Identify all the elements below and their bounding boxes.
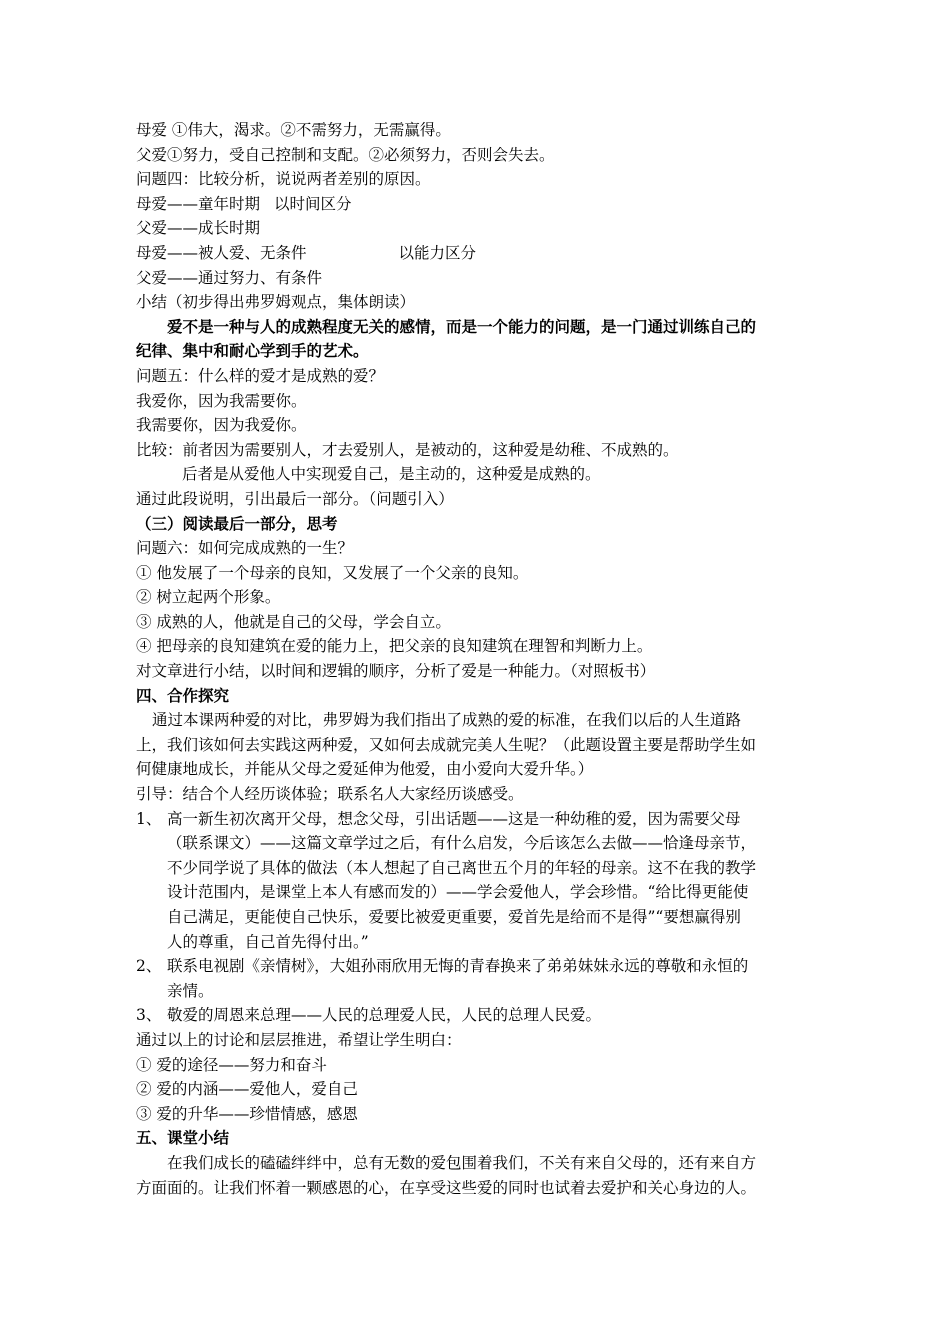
text-line: 母爱 ①伟大，渴求。②不需努力，无需赢得。 [136,121,451,139]
text-line: 上，我们该如何去实践这两种爱，又如何去成就完美人生呢？（此题设置主要是帮助学生如 [136,735,757,754]
list-item: ① 他发展了一个母亲的良知，又发展了一个父亲的良知。 [136,563,529,582]
text-line: 人的尊重，自己首先得付出。” [167,932,369,951]
section-heading: （三）阅读最后一部分，思考 [136,513,338,533]
text-line: （联系课文）——这篇文章学过之后，有什么启发，今后该怎么去做——恰逢母亲节， [167,834,757,853]
text-line: 对文章进行小结，以时间和逻辑的顺序，分析了爱是一种能力。（对照板书） [136,662,656,681]
text-line: 自己满足，更能使自己快乐，爱要比被爱更重要，爱首先是给而不是得”“要想赢得别 [167,908,741,926]
text-line-part: 母爱——童年时期 [136,194,261,213]
list-text: 敬爱的周恩来总理——人民的总理爱人民，人民的总理人民爱。 [167,1006,602,1025]
list-item [136,807,816,832]
text-line-part: 以能力区分 [398,243,477,262]
list-item [136,1003,816,1028]
text-line: 问题五：什么样的爱才是成熟的爱？ [136,366,385,385]
text-line [136,192,816,217]
text-line: 通过以上的讨论和层层推进，希望让学生明白： [136,1030,462,1049]
list-text: 高一新生初次离开父母，想念父母，引出话题——这是一种幼稚的爱，因为需要父母 [167,809,741,828]
text-line: 小结（初步得出弗罗姆观点，集体朗读） [136,293,416,312]
text-line: 父爱①努力，受自己控制和支配。②必须努力，否则会失去。 [136,145,555,164]
text-line-part: 母爱——被人爱、无条件 [136,243,307,262]
text-line-part: 以时间区分 [274,194,352,213]
text-line: 问题四：比较分析，说说两者差别的原因。 [136,170,431,189]
key-quote-line: 爱不是一种与人的成熟程度无关的感情，而是一个能力的问题，是一门通过训练自己的 [167,316,757,336]
text-line: 后者是从爱他人中实现爱自己，是主动的，这种爱是成熟的。 [182,465,601,484]
list-number: 1、 [136,809,162,828]
text-line: 方面面的。让我们怀着一颗感恩的心，在享受这些爱的同时也试着去爱护和关心身边的人。 [136,1178,757,1197]
text-line: 我爱你，因为我需要你。 [136,391,307,410]
text-line: 不少同学说了具体的做法（本人想起了自己离世五个月的年轻的母亲。这不在我的教学 [167,858,757,877]
document-page [136,118,816,1200]
list-number: 3、 [136,1006,162,1025]
text-line: 我需要你，因为我爱你。 [136,416,307,435]
text-line: 亲情。 [167,981,214,1000]
text-line: 引导：结合个人经历谈体验；联系名人大家经历谈感受。 [136,785,524,804]
text-line: 何健康地成长，并能从父母之爱延伸为他爱，由小爱向大爱升华。） [136,760,594,779]
text-line: 设计范围内，是课堂上本人有感而发的）——学会爱他人，学会珍惜。“给比得更能使 [167,883,749,902]
list-item: ③ 成熟的人，他就是自己的父母，学会自立。 [136,612,451,631]
list-text: 联系电视剧《亲情树》，大姐孙雨欣用无悔的青春换来了弟弟妹妹永远的尊敬和永恒的 [167,957,749,976]
list-item: ② 树立起两个形象。 [136,588,281,607]
list-item: ④ 把母亲的良知建筑在爱的能力上，把父亲的良知建筑在理智和判断力上。 [136,637,653,656]
text-line: 在我们成长的磕磕绊绊中，总有无数的爱包围着我们，不关有来自父母的，还有来自方 [167,1153,757,1172]
list-item: ① 爱的途径——努力和奋斗 [136,1055,327,1074]
list-item: ② 爱的内涵——爱他人，爱自己 [136,1080,358,1099]
text-line [136,241,816,266]
text-line: 父爱——通过努力、有条件 [136,268,323,287]
section-heading: 五、课堂小结 [136,1128,230,1148]
text-line: 问题六：如何完成成熟的一生？ [136,539,354,558]
list-item [136,954,816,979]
list-item: ③ 爱的升华——珍惜情感，感恩 [136,1104,358,1123]
key-quote-line: 纪律、集中和耐心学到手的艺术。 [136,341,369,361]
text-line: 比较：前者因为需要别人，才去爱别人，是被动的，这种爱是幼稚、不成熟的。 [136,440,679,459]
text-line: 通过此段说明，引出最后一部分。（问题引入） [136,489,454,508]
text-line: 父爱——成长时期 [136,219,261,238]
list-number: 2、 [136,957,162,976]
text-line: 通过本课两种爱的对比，弗罗姆为我们指出了成熟的爱的标准，在我们以后的人生道路 [152,711,742,730]
section-heading: 四、合作探究 [136,685,230,705]
